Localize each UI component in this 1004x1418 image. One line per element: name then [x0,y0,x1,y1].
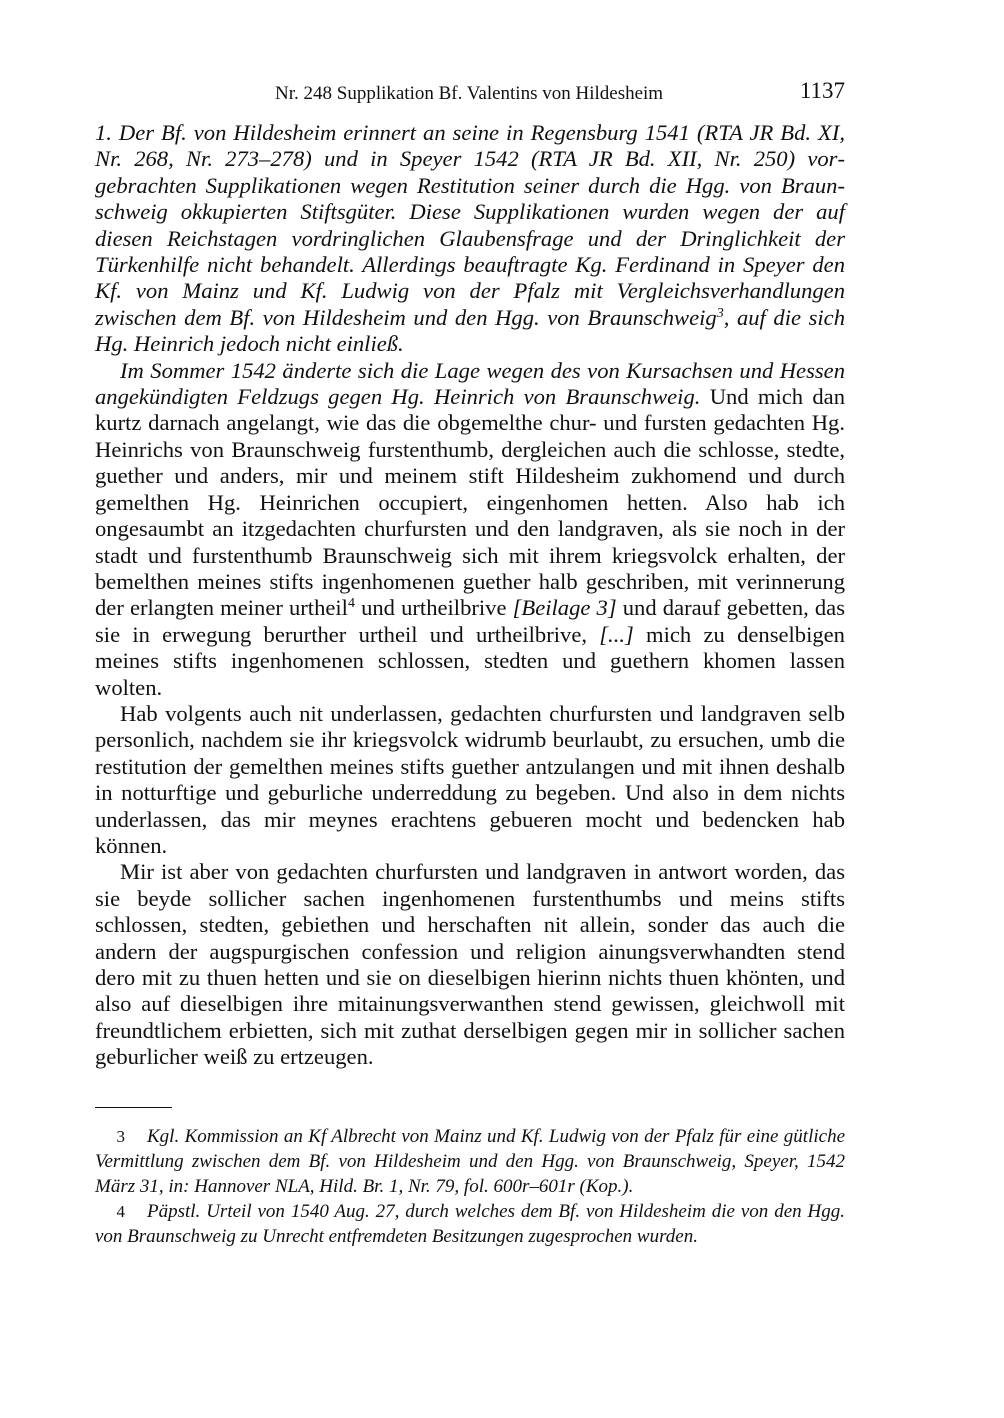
footnote-ref-3: 3 [716,305,724,321]
paragraph-2 [95,358,845,701]
main-text [95,120,845,1071]
page-number: 1137 [799,78,845,103]
page-header [95,76,845,112]
source-text-2: und urtheilbrive [354,595,513,621]
source-text-3: und darauf gebetten, das sie in erwegung berurther urtheil und urtheilbrive, [95,595,845,647]
footnote-ref-4: 4 [347,596,355,612]
footnote-number: 4 [116,1202,125,1221]
paragraph-4: Mir ist aber von gedachten churfursten und landgraven in antwort worden, das sie beyde sollicher sachen ingenhomenen furstenthumbs und meins stifts schlossen, stedten, gebiethen und herschaften nit allein, sonder das auch die andern der augspurgischen confession und religion ainungsverwhandten stend dero mit zu thuen hetten und sie on dieselbigen hierinn nichts thuen khönten, und also auf dieselbigen ihre mitainungsverwanthen stend gewissen, gleichwoll mit freundtlichem erbietten, sich mit zuthat derselbigen gegen mir in sollicher sachen geburlicher weiß zu ertzeugen. [95,859,845,1070]
beilage-reference: [Beilage 3] [512,595,617,621]
source-text-4: mich zu denselbigen meines stifts ingenhomenen schlossen, stedten und guethern khomen lassen wolten. [95,621,845,700]
omission-mark: [...] [599,621,634,647]
footnote-text: Kgl. Kommission an Kf Albrecht von Mainz und Kf. Ludwig von der Pfalz für eine gütliche Vermittlung zwischen dem Bf. von Hildesheim und den Hgg. von Braunschweig, Speyer, 1542 März 31, in: Hannover NLA, Hild. Br. 1, Nr. 79, fol. 600r–601r (Kop.). [95,1126,845,1197]
footnote-separator [95,1107,172,1108]
footnote-text: Päpstl. Urteil von 1540 Aug. 27, durch welches dem Bf. von Hildesheim die von den Hgg. von Braunschweig zu Unrecht entfremdeten Besitzungen zugesprochen wurden. [95,1201,845,1247]
paragraph-3: Hab volgents auch nit underlassen, gedachten churfursten und landgraven selb personlich, nachdem sie ihr kriegsvolck widrumb beurlaubt, zu ersuchen, umb die restitution der gemelthen meines stifts guether antzulangen und mit ihnen deshalb in notturftige und geburliche underreddung zu begeben. Und also in dem nichts underlassen, das mir meynes erachtens gebueren mocht und bedencken hab können. [95,700,845,858]
editorial-note: Im Sommer 1542 änderte sich die Lage wegen des von Kursachsen und Hessen angekündigten Feldzugs gegen Hg. Heinrich von Braunschweig. [95,357,845,410]
summary-text-tail: , auf die sich Hg. Heinrich jedoch nicht einließ. [95,304,845,357]
summary-text: 1. Der Bf. von Hildesheim erinnert an seine in Regensburg 1541 (RTA JR Bd. XI, Nr. 268, Nr. 273–278) und in Speyer 1542 (RTA JR Bd. XII, Nr. 250) vorgebrachten Supplikationen wegen Restitution seiner durch die Hgg. von Braunschweig okkupierten Stiftsgüter. Diese Supplikationen wurden wegen der auf diesen Reichstagen vordringlichen Glaubensfrage und der Dringlichkeit der Türkenhilfe nicht behandelt. Allerdings beauftragte Kg. Ferdinand in Speyer den Kf. von Mainz und Kf. Ludwig von der Pfalz mit Vergleichsverhandlungen zwischen dem Bf. von Hildesheim und den Hgg. von Braunschweig [95,120,845,330]
source-text: Und mich dan kurtz darnach angelangt, wie das die obgemelthe chur- und fursten gedachten Hg. Heinrichs von Braunschweig furstenthumb, dergleichen auch die schlosse, stedte, guether und anders, mir und meinem stift Hildesheim zukhomend und durch gemelthen Hg. Heinrichen occupiert, eingenhomen hetten. Also hab ich ongesaumbt an itzgedachten churfursten und den landgraven, als sie noch in der stadt und furstenthumb Braunschweig sich mit ihrem kriegsvolck erhalten, der bemelthen meines stifts ingenhomenen guether halb geschriben, mit verinnerung der erlangten meiner urtheil [95,384,846,621]
summary-paragraph [95,120,845,358]
footnote [95,1199,845,1249]
running-title: Nr. 248 Supplikation Bf. Valentins von Hildesheim [275,83,664,104]
footnote [95,1124,845,1199]
footnote-number: 3 [116,1127,125,1146]
footnotes [95,1124,845,1249]
